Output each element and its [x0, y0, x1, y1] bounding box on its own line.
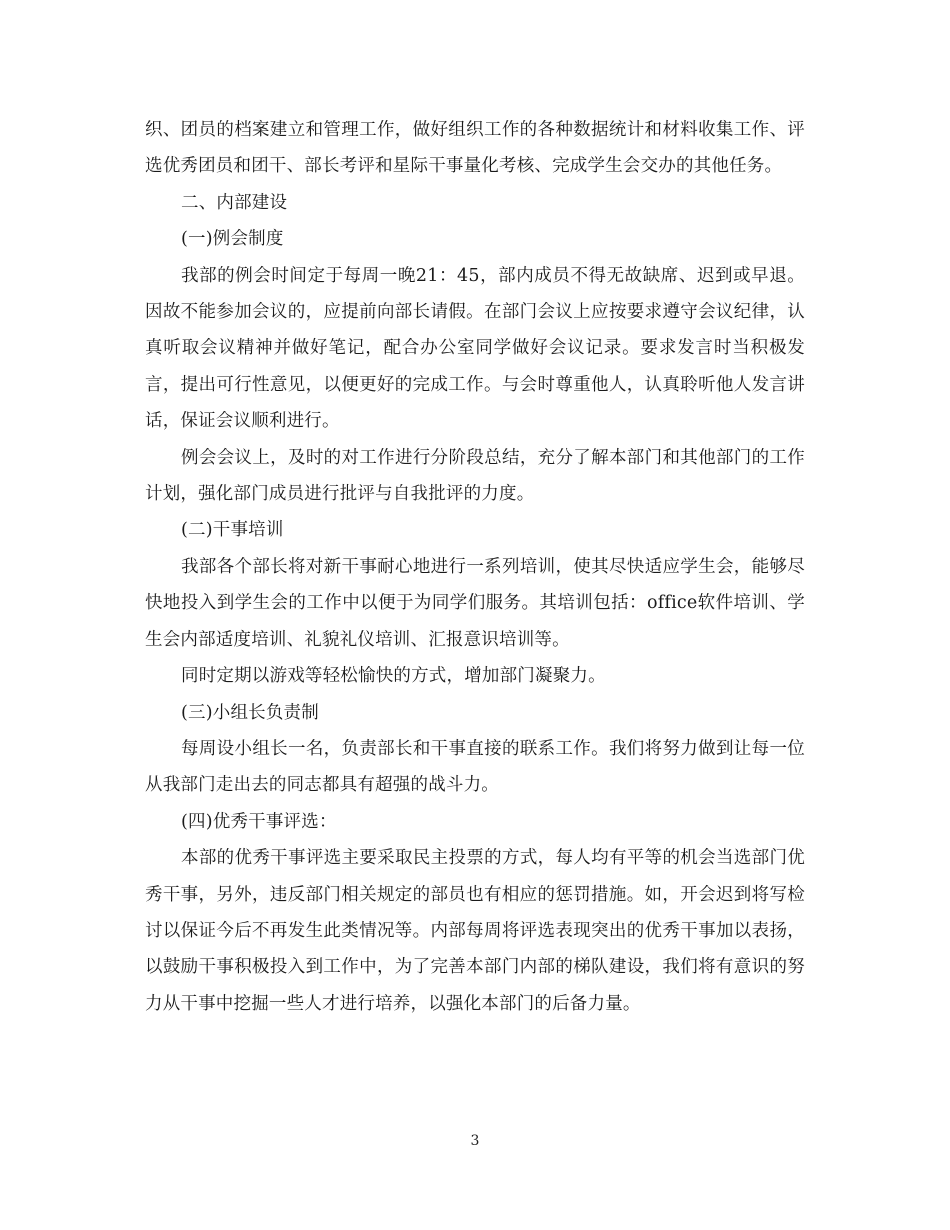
paragraph-group-leader: 每周设小组长一名，负责部长和干事直接的联系工作。我们将努力做到让每一位从我部门走出去的同志都具有超强的战斗力。	[145, 738, 805, 796]
page-number: 3	[470, 1133, 480, 1149]
paragraph-meeting-summary: 例会会议上，及时的对工作进行分阶段总结，充分了解本部门和其他部门的工作计划，强化部门成员进行批评与自我批评的力度。	[145, 447, 805, 505]
section-heading-internal-construction: 二、内部建设	[181, 192, 288, 213]
document-body	[145, 112, 805, 1022]
paragraph-team-building: 同时定期以游戏等轻松愉快的方式，增加部门凝聚力。	[181, 666, 606, 687]
subheading-group-leader: (三)小组长负责制	[181, 702, 319, 723]
paragraph-outstanding-staff: 本部的优秀干事评选主要采取民主投票的方式，每人均有平等的机会当选部门优秀干事，另外，违反部门相关规定的部员也有相应的惩罚措施。如，开会迟到将写检讨以保证今后不再发生此类情况等。内部每周将评选表现突出的优秀干事加以表扬，以鼓励干事积极投入到工作中，为了完善本部门内部的梯队建设，我们将有意识的努力从干事中挖掘一些人才进行培养，以强化本部门的后备力量。	[145, 848, 805, 1014]
subheading-outstanding-staff: (四)优秀干事评选：	[181, 811, 337, 832]
paragraph-continued: 织、团员的档案建立和管理工作，做好组织工作的各种数据统计和材料收集工作、评选优秀团员和团干、部长考评和星际干事量化考核、完成学生会交办的其他任务。	[145, 120, 805, 177]
subheading-meeting-system: (一)例会制度	[181, 229, 284, 250]
paragraph-training-content: 我部各个部长将对新干事耐心地进行一系列培训，使其尽快适应学生会，能够尽快地投入到学生会的工作中以便于为同学们服务。其培训包括：office软件培训、学生会内部适度培训、礼貌礼仪培训、汇报意识培训等。	[145, 556, 805, 650]
paragraph-meeting-rules: 我部的例会时间定于每周一晚21：45，部内成员不得无故缺席、迟到或早退。因故不能参加会议的，应提前向部长请假。在部门会议上应按要求遵守会议纪律，认真听取会议精神并做好笔记，配合办公室同学做好会议记录。要求发言时当积极发言，提出可行性意见，以便更好的完成工作。与会时尊重他人，认真聆听他人发言讲话，保证会议顺利进行。	[145, 265, 805, 432]
subheading-staff-training: (二)干事培训	[181, 520, 284, 541]
